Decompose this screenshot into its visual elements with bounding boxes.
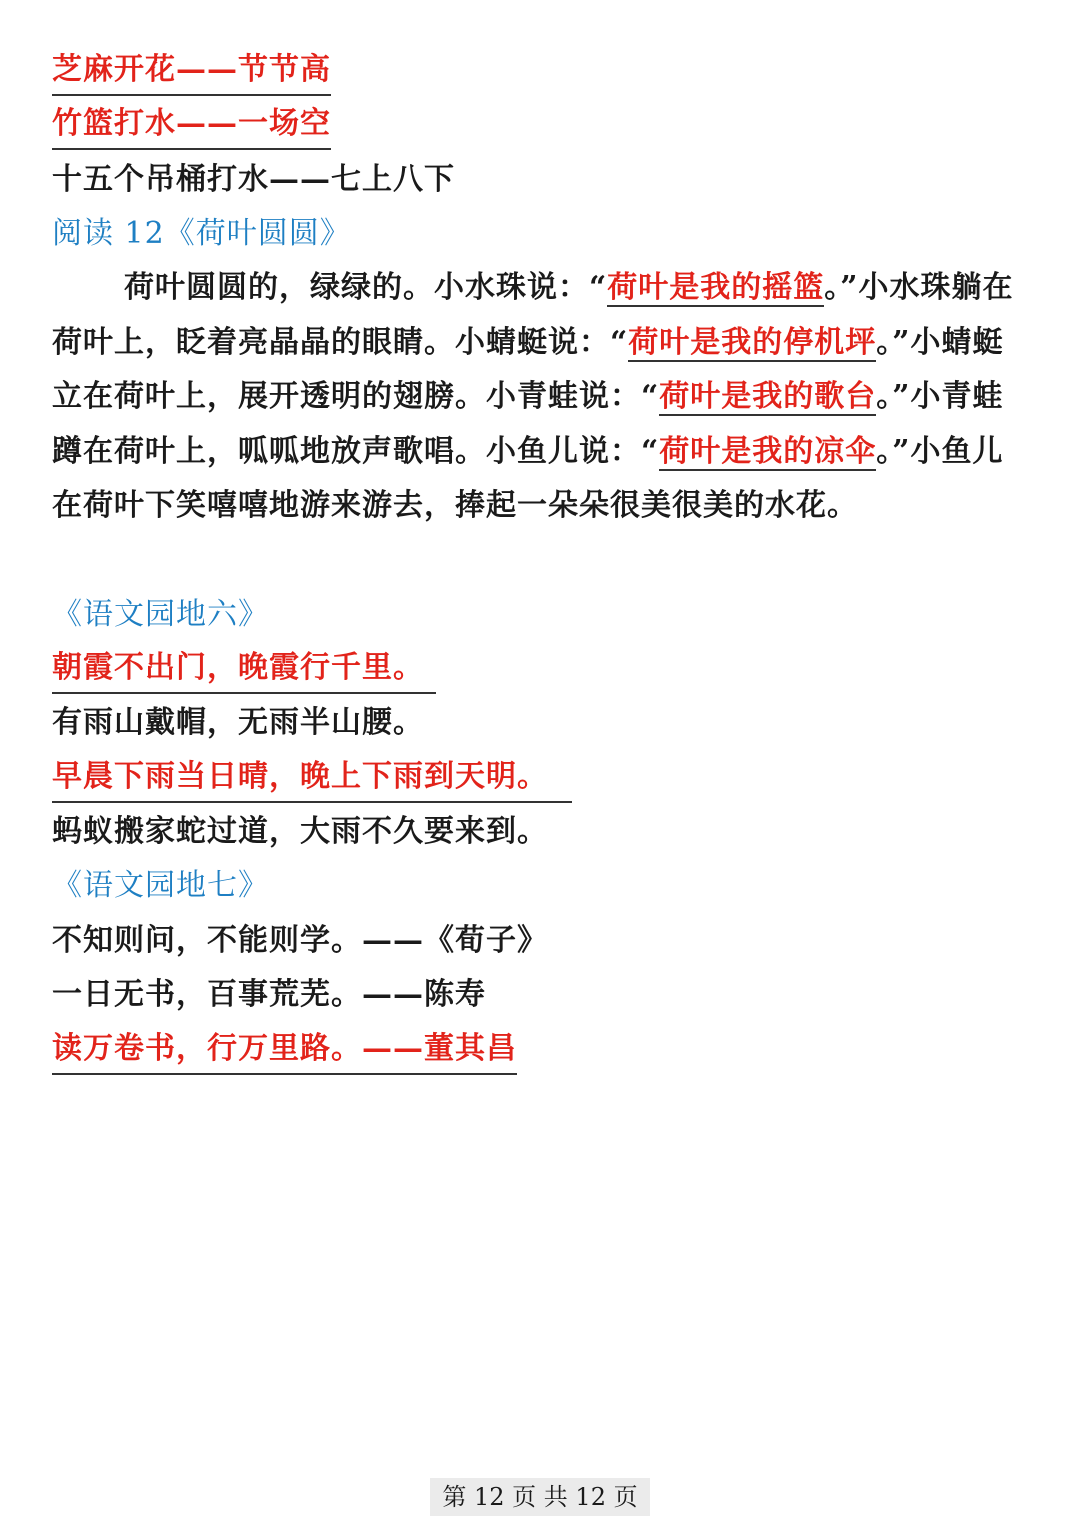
paragraph-highlight-4: 荷叶是我的凉伞 (659, 433, 877, 469)
section6-line-1 (52, 648, 436, 694)
paragraph-text-4: 。”小青蛙蹲在荷叶上，呱呱地放声歌唱。小鱼儿说：“ (52, 379, 1004, 469)
paragraph-highlight-2: 荷叶是我的停机坪 (628, 324, 877, 360)
page-footer: 第 12 页 共 12 页 (430, 1478, 650, 1516)
proverb-line-3: 十五个吊桶打水——七上八下 (52, 162, 455, 197)
paragraph-highlight-3: 荷叶是我的歌台 (659, 379, 877, 414)
section6-text-3: 早晨下雨当日晴，晚上下雨到天明。 (52, 757, 572, 803)
section6-line-2: 有雨山戴帽，无雨半山腰。 (52, 705, 424, 740)
proverb-line-2 (52, 104, 331, 150)
section6-line-4: 蚂蚁搬家蛇过道，大雨不久要来到。 (52, 814, 548, 849)
section6-text-1: 朝霞不出门，晚霞行千里。 (52, 648, 436, 694)
paragraph-text-1: 荷叶圆圆的，绿绿的。小水珠说：“ (124, 270, 608, 305)
section7-text-3: 读万卷书，行万里路。——董其昌 (52, 1029, 517, 1075)
paragraph-text-5: 。”小鱼儿在荷叶下笑嘻嘻地游来游去，捧起一朵朵很美很美的水花。 (52, 433, 1004, 523)
paragraph-highlight-1: 荷叶是我的摇篮 (607, 270, 825, 305)
section7-line-1: 不知则问，不能则学。——《荀子》 (52, 923, 548, 958)
lesson-heading: 阅读 12《荷叶圆圆》 (52, 216, 351, 251)
proverb-text-2: 竹篮打水——一场空 (52, 104, 331, 150)
section7-heading: 《语文园地七》 (52, 868, 269, 903)
section7-line-2: 一日无书，百事荒芜。——陈寿 (52, 977, 486, 1012)
proverb-text-1: 芝麻开花——节节高 (52, 50, 331, 96)
section6-line-3 (52, 757, 572, 803)
paragraph-text-3: 。”小蜻蜓立在荷叶上，展开透明的翅膀。小青蛙说：“ (52, 324, 1004, 414)
lesson-paragraph (52, 261, 1032, 534)
proverb-line-1 (52, 50, 331, 96)
section6-heading: 《语文园地六》 (52, 597, 269, 632)
paragraph-text-2: 。”小水珠躺在荷叶上，眨着亮晶晶的眼睛。小蜻蜓说：“ (52, 270, 1014, 360)
section7-line-3 (52, 1029, 517, 1075)
